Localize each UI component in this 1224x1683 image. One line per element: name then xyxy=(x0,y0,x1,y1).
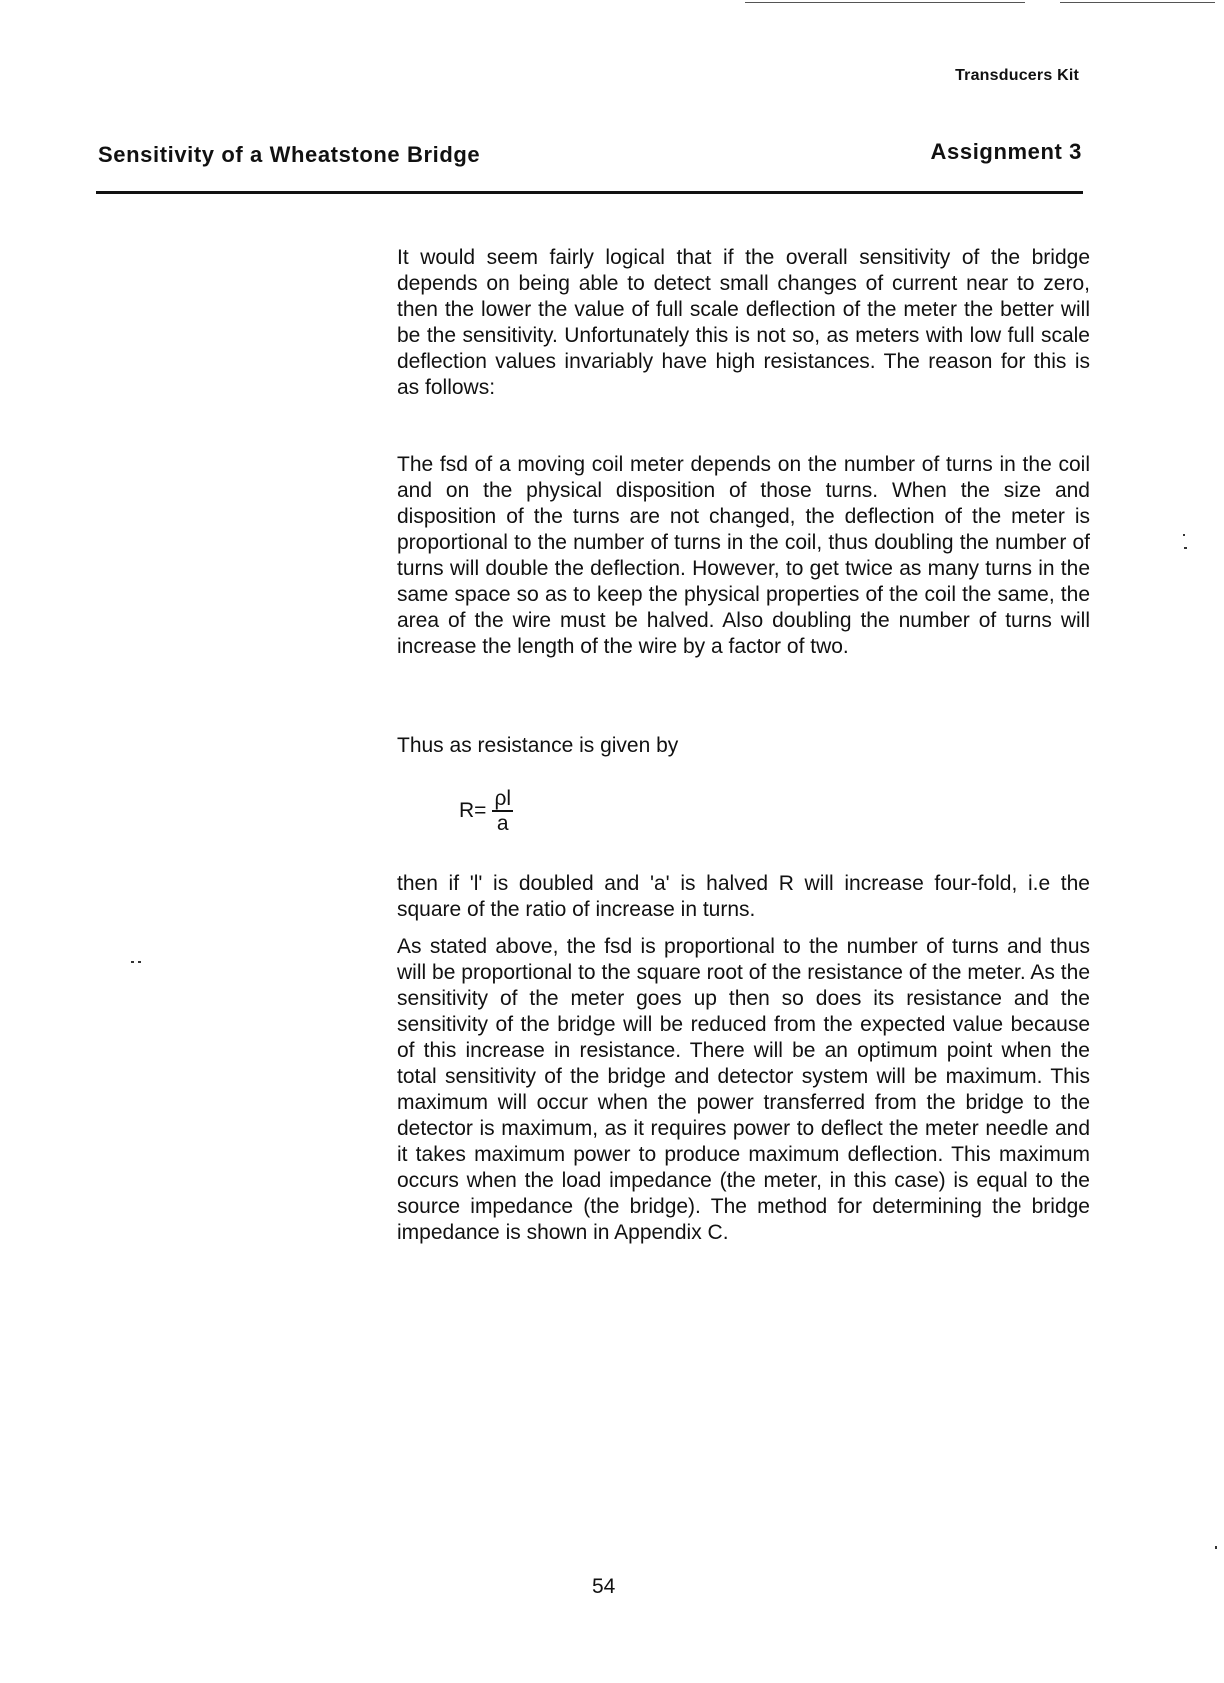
paragraph-resistance-intro: Thus as resistance is given by xyxy=(397,734,679,757)
scan-speck xyxy=(138,961,141,963)
scan-speck xyxy=(1183,534,1185,536)
scan-artifact-line xyxy=(745,2,1025,3)
resistance-formula xyxy=(459,788,513,834)
scan-speck xyxy=(1184,547,1187,549)
header-divider xyxy=(96,191,1083,194)
assignment-label: Assignment 3 xyxy=(930,139,1082,164)
paragraph-fsd: The fsd of a moving coil meter depends on the number of turns in the coil and on the physical disposition of those turns. When the size and disposition of the turns are not changed, the deflection of the meter is proportional to the number of turns in the coil, thus doubling the number of turns will double the deflection. However, to get twice as many turns in the same space so as to keep the physical properties of the coil the same, the area of the wire must be halved. Also doubling the number of turns will increase the length of the wire by a factor of two. xyxy=(397,453,1090,658)
scan-speck xyxy=(1215,1546,1217,1549)
formula-denominator: a xyxy=(496,812,509,835)
formula-lhs: R= xyxy=(459,799,487,822)
kit-label: Transducers Kit xyxy=(955,67,1079,84)
page-number: 54 xyxy=(592,1575,616,1598)
paragraph-optimum: As stated above, the fsd is proportional to the number of turns and thus will be proportional to the square root of the resistance of the meter. As the sensitivity of the meter goes up then so does its resistance and the sensitivity of the bridge will be reduced from the expected value because of this increase in resistance. There will be an optimum point when the total sensitivity of the bridge and detector system will be maximum. This maximum will occur when the power transferred from the bridge to the detector is maximum, as it requires power to deflect the meter needle and it takes maximum power to produce maximum deflection. This maximum occurs when the load impedance (the meter, in this case) is equal to the source impedance (the bridge). The method for determining the bridge impedance is shown in Appendix C. xyxy=(397,935,1090,1244)
scan-artifact-line xyxy=(1060,2,1215,3)
formula-numerator: ρl xyxy=(494,787,512,810)
scan-speck xyxy=(131,961,134,963)
formula-fraction xyxy=(492,788,513,834)
paragraph-intro: It would seem fairly logical that if the overall sensitivity of the bridge depends on being able to detect small changes of current near to zero, then the lower the value of full scale deflection of the meter the better will be the sensitivity. Unfortunately this is not so, as meters with low full scale deflection values invariably have high resistances. The reason for this is as follows: xyxy=(397,246,1090,399)
paragraph-fourfold: then if 'l' is doubled and 'a' is halved R will increase four-fold, i.e the square of the ratio of increase in turns. xyxy=(397,872,1090,921)
section-title: Sensitivity of a Wheatstone Bridge xyxy=(98,142,481,167)
